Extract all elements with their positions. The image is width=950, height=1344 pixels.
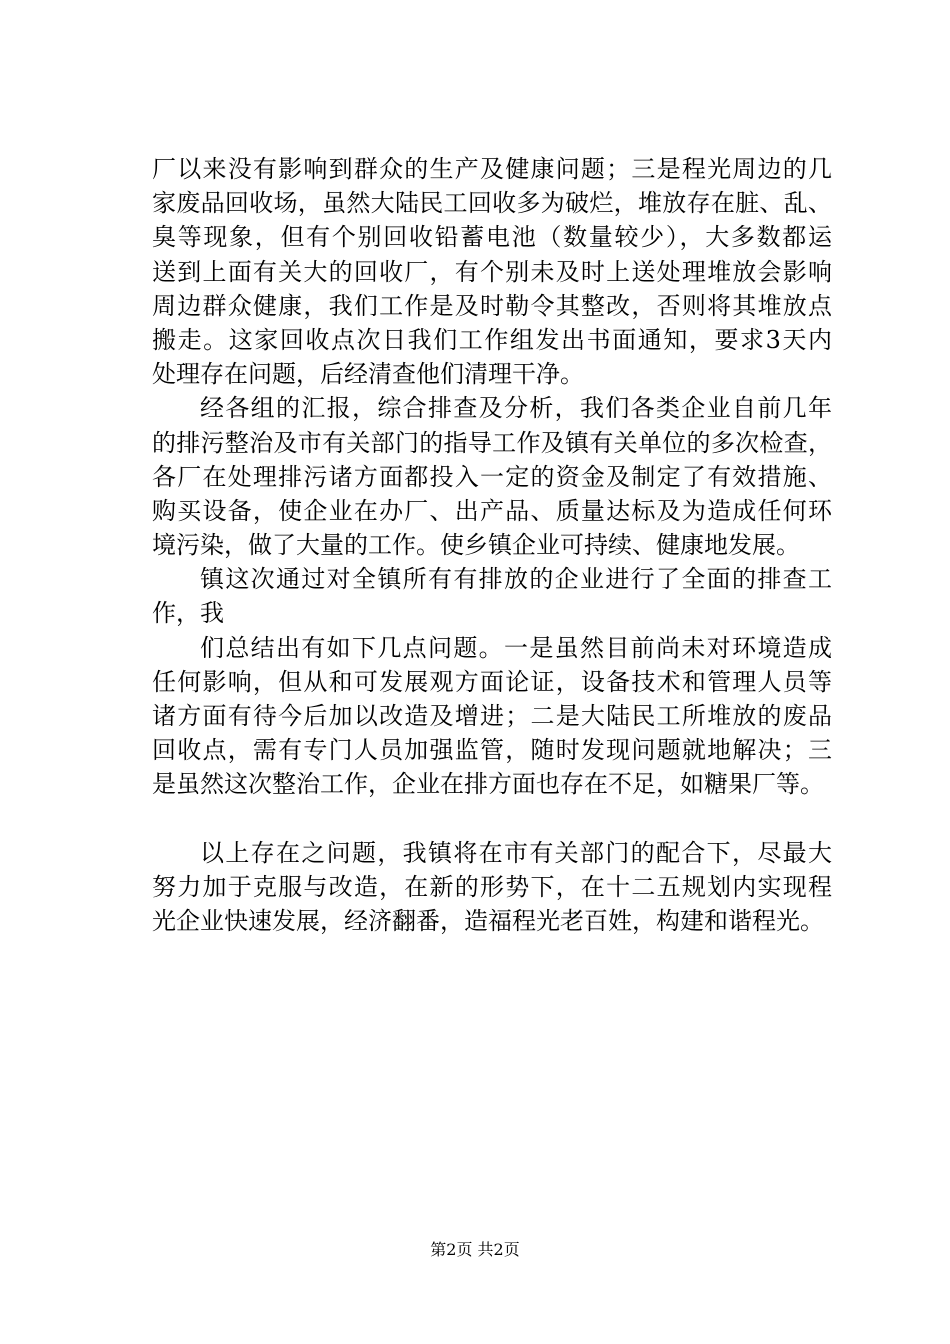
text-line: 搬走。这家回收点次日我们工作组发出书面通知，要求3天内: [152, 325, 832, 354]
paragraph-3: [152, 562, 832, 630]
text-line: 经各组的汇报，综合排查及分析，我们各类企业自前几年: [200, 394, 832, 423]
text-line: 境污染，做了大量的工作。使乡镇企业可持续、健康地发展。: [152, 531, 800, 560]
text-line: 家废品回收场，虽然大陆民工回收多为破烂，堆放存在脏、乱、: [152, 189, 832, 218]
paragraph-5: [152, 836, 832, 939]
document-body: [152, 152, 832, 938]
text-line: 们总结出有如下几点问题。一是虽然目前尚未对环境造成: [200, 633, 832, 662]
paragraph-gap: [152, 802, 832, 836]
text-line: 购买设备，使企业在办厂、出产品、质量达标及为造成任何环: [152, 496, 832, 525]
text-line: 是虽然这次整治工作，企业在排方面也存在不足，如糖果厂等。: [152, 770, 824, 799]
text-line: 厂以来没有影响到群众的生产及健康问题；三是程光周边的几: [152, 155, 832, 183]
paragraph-1: [152, 152, 832, 391]
text-line: 诸方面有待今后加以改造及增进；二是大陆民工所堆放的废品: [152, 702, 832, 730]
text-line: 回收点，需有专门人员加强监管，随时发现问题就地解决；三: [152, 736, 832, 765]
paragraph-2: [152, 391, 832, 562]
text-line: 光企业快速发展，经济翻番，造福程光老百姓，构建和谐程光。: [152, 906, 824, 935]
text-line: 送到上面有关大的回收厂，有个别未及时上送处理堆放会影响: [152, 257, 832, 286]
text-line: 努力加于克服与改造，在新的形势下，在十二五规划内实现程: [152, 872, 832, 901]
page-footer: [0, 1240, 950, 1260]
text-line: 各厂在处理排污诸方面都投入一定的资金及制定了有效措施、: [152, 462, 832, 491]
text-line: 作，我: [152, 599, 224, 628]
text-line: 任何影响，但从和可发展观方面论证，设备技术和管理人员等: [152, 667, 832, 696]
text-line: 周边群众健康，我们工作是及时勒令其整改，否则将其堆放点: [152, 291, 832, 320]
page-number-label: 第2页 共2页: [430, 1240, 520, 1259]
text-line: 以上存在之问题，我镇将在市有关部门的配合下，尽最大: [200, 838, 832, 867]
paragraph-4: [152, 631, 832, 802]
text-line: 臭等现象，但有个别回收铅蓄电池（数量较少），大多数都运: [152, 223, 832, 252]
text-line: 镇这次通过对全镇所有有排放的企业进行了全面的排查工: [200, 565, 832, 594]
text-line: 处理存在问题，后经清查他们清理干净。: [152, 360, 584, 389]
text-line: 的排污整治及市有关部门的指导工作及镇有关单位的多次检查，: [152, 428, 832, 457]
